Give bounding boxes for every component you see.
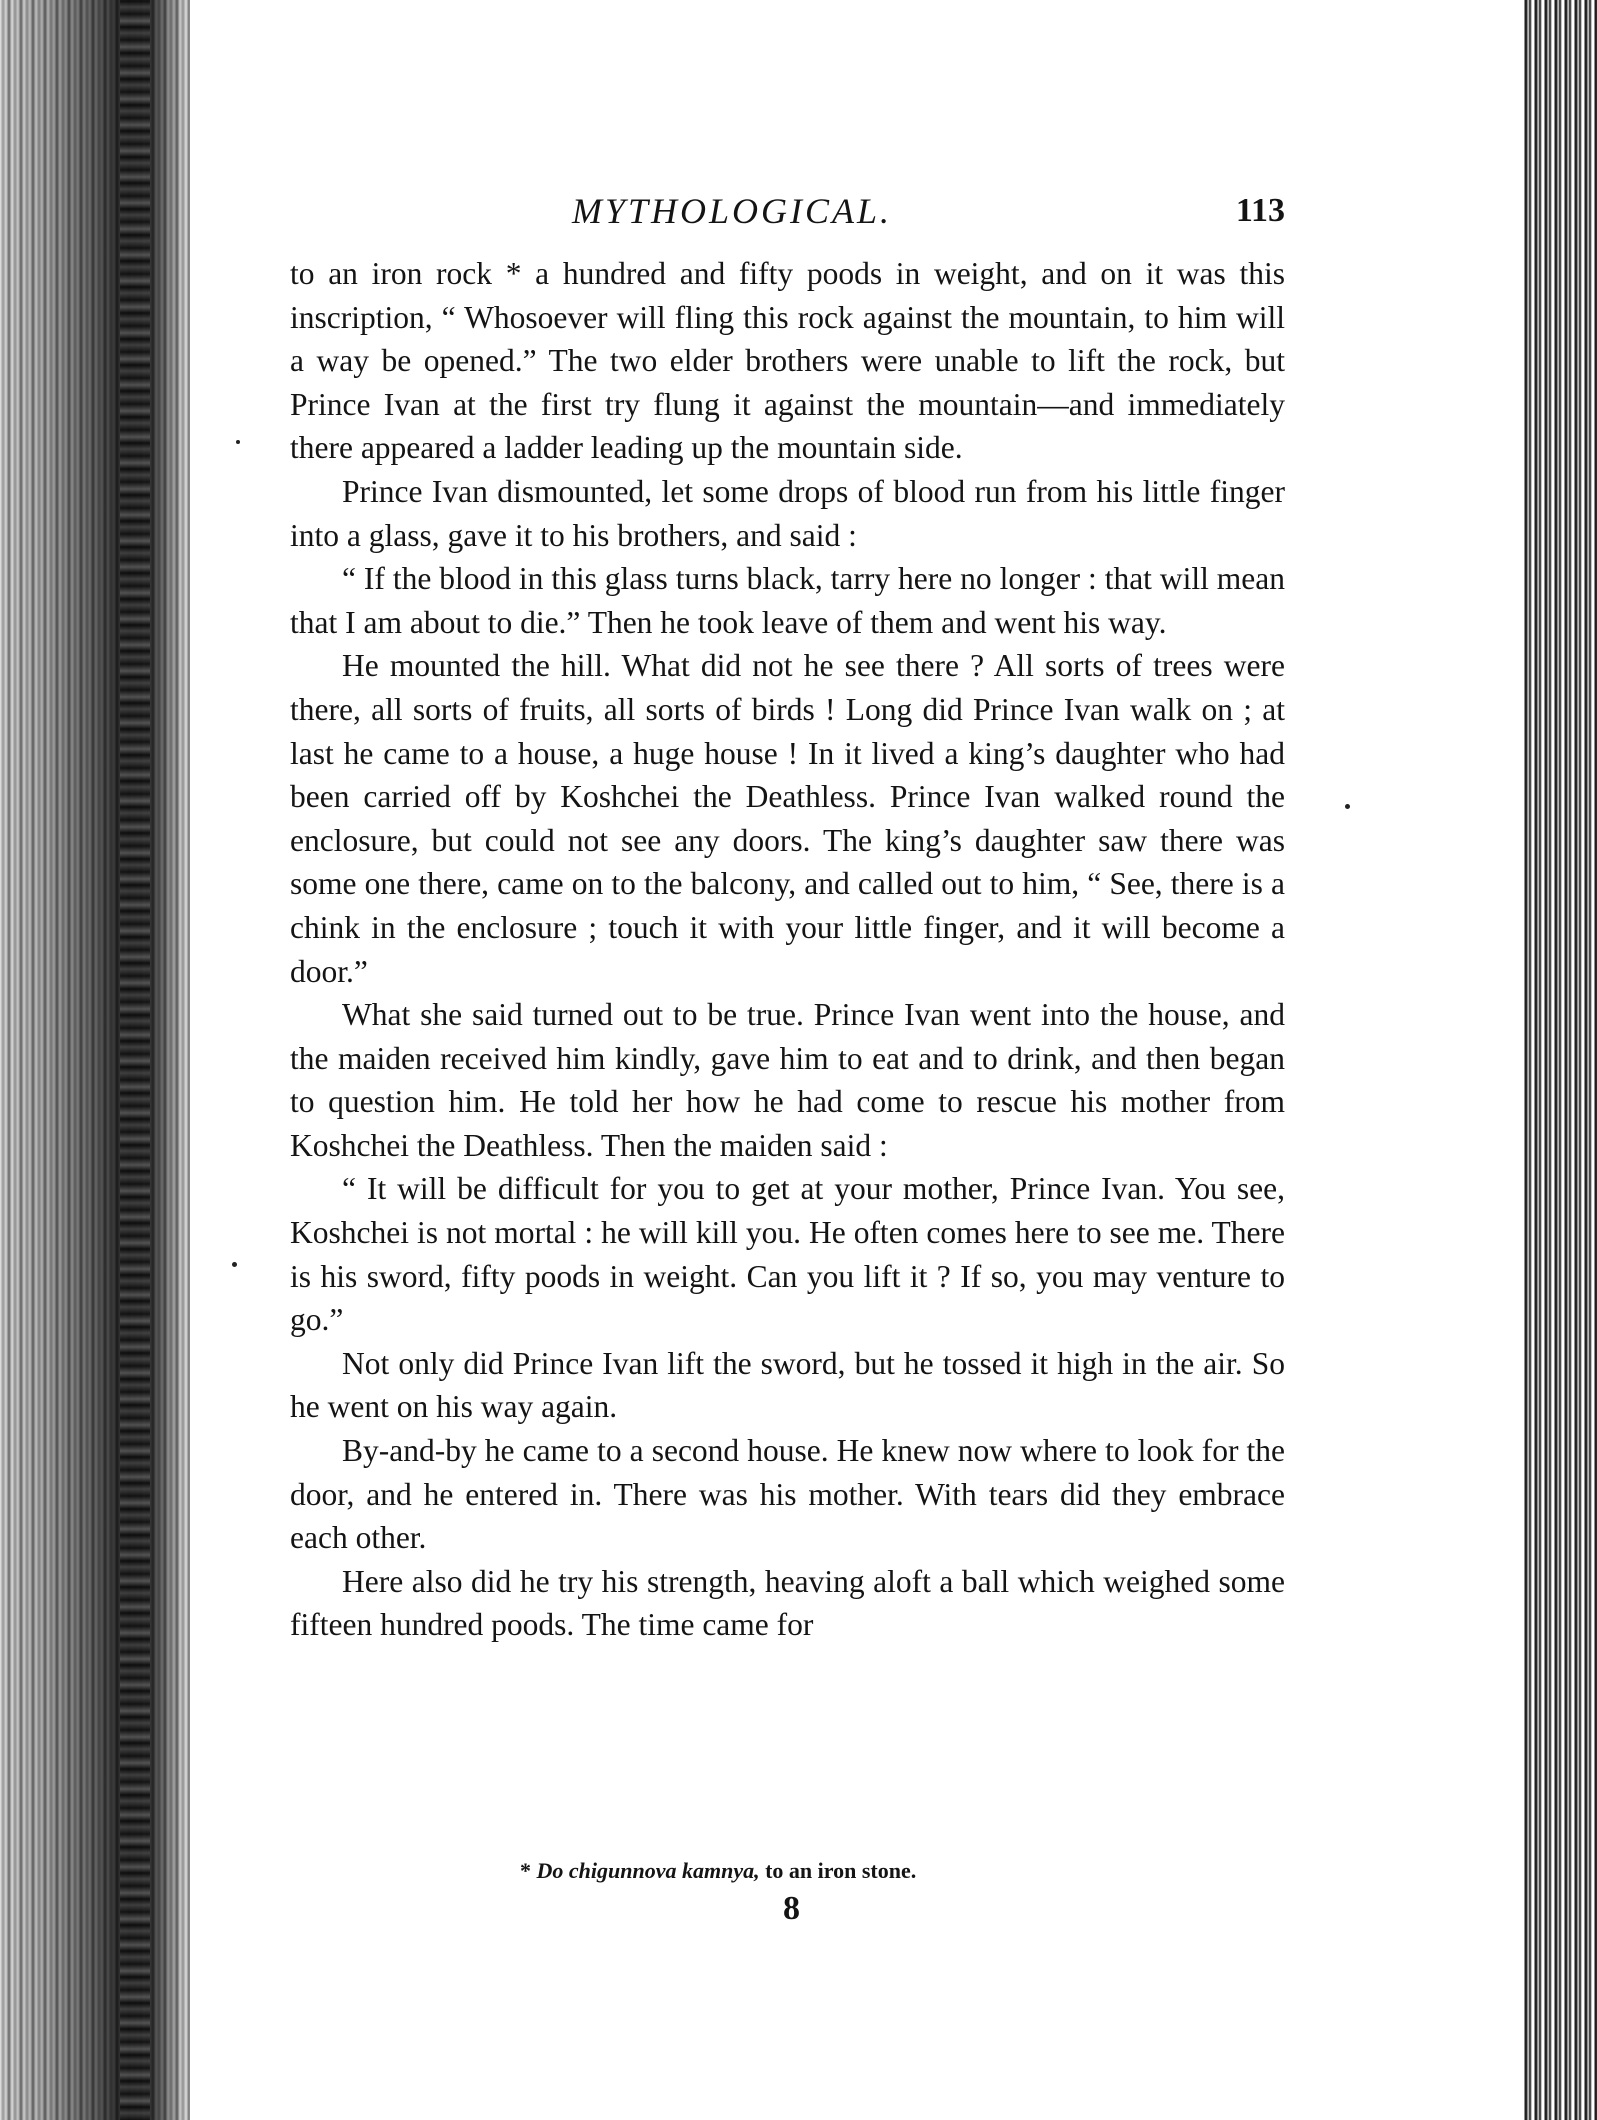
paragraph: Here also did he try his strength, heaving aloft a ball which weighed some fifteen hundred poods. The time came for [290,1563,1285,1643]
right-page-edges [1522,0,1597,2120]
paragraph: Prince Ivan dismounted, let some drops of blood run from his little finger into a glass, gave it to his brothers, and said : [290,473,1285,553]
body-text [290,252,1285,1647]
paragraph: By-and-by he came to a second house. He knew now where to look for the door, and he entered in. There was his mother. With tears did they embrace each other. [290,1433,1285,1556]
paragraph: He mounted the hill. What did not he see there ? All sorts of trees were there, all sorts of fruits, all sorts of birds ! Long did Prince Ivan walk on ; at last he came to a house, a huge house ! In it lived a king’s daughter who had been carried off by Koshchei the Deathless. Prince Ivan walked round the enclosure, but could not see any doors. The king’s daughter saw there was some one there, came on to the balcony, and called out to him, “ See, there is a chink in the enclosure ; touch it with your little finger, and it will become a door.” [290,648,1285,989]
page-number: 113 [1235,192,1285,229]
book-page [290,190,1285,1647]
footnote [520,1858,916,1884]
paragraph: “ It will be difficult for you to get at your mother, Prince Ivan. You see, Koshchei is not mortal : he will kill you. He often comes here to see me. There is his sword, fifty poods in weight. Can you lift it ? If so, you may venture to go.” [290,1171,1285,1338]
footnote-text: to an iron stone. [759,1858,917,1883]
running-title: MYTHOLOGICAL. [572,191,893,231]
footnote-italic-text: Do chigunnova kamnya, [536,1858,760,1883]
scan-speck [232,1262,237,1267]
paragraph: Not only did Prince Ivan lift the sword, but he tossed it high in the air. So he went on his way again. [290,1345,1285,1425]
paragraph: to an iron rock * a hundred and fifty poods in weight, and on it was this inscription, “ Whosoever will fling this rock against the mountain, to him will a way be opened.” The two elder brothers were unable to lift the rock, but Prince Ivan at the first try flung it against the mountain—and immediately there appeared a ladder leading up the mountain side. [290,256,1285,466]
footnote-marker: * [520,1858,531,1883]
left-binding-gutter [0,0,190,2120]
scan-speck [1345,804,1350,809]
scan-speck [236,440,240,444]
page-header [290,190,1285,242]
paragraph: “ If the blood in this glass turns black, tarry here no longer : that will mean that I am about to die.” Then he took leave of them and went his way. [290,561,1285,640]
signature-mark: 8 [783,1890,800,1927]
paragraph: What she said turned out to be true. Prince Ivan went into the house, and the maiden received him kindly, gave him to eat and to drink, and then began to question him. He told her how he had come to rescue his mother from Koshchei the Deathless. Then the maiden said : [290,997,1285,1163]
